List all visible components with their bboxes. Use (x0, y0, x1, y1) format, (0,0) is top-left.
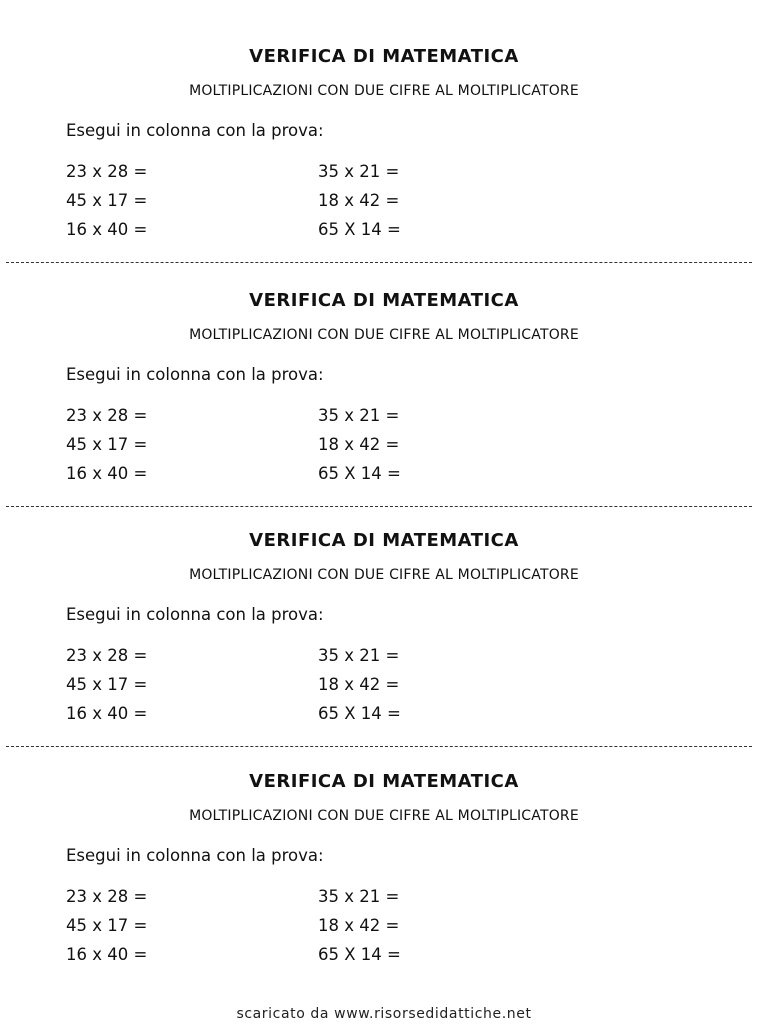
exercise-item: 35 x 21 = (318, 162, 400, 181)
section-subtitle: MOLTIPLICAZIONI CON DUE CIFRE AL MOLTIPLICATORE (189, 567, 579, 583)
exercise-item: 16 x 40 = (66, 704, 148, 723)
exercise-item: 16 x 40 = (66, 464, 148, 483)
exercise-item: 65 X 14 = (318, 464, 401, 483)
exercise-item: 65 X 14 = (318, 945, 401, 964)
source-footer: scaricato da www.risorsedidattiche.net (236, 1006, 532, 1022)
worksheet-section (0, 725, 768, 965)
exercise-item: 23 x 28 = (66, 162, 148, 181)
exercise-item: 35 x 21 = (318, 406, 400, 425)
exercise-item: 16 x 40 = (66, 220, 148, 239)
section-title: VERIFICA DI MATEMATICA (249, 46, 519, 67)
exercise-item: 65 X 14 = (318, 220, 401, 239)
worksheet-section (0, 244, 768, 484)
section-subtitle: MOLTIPLICAZIONI CON DUE CIFRE AL MOLTIPLICATORE (189, 327, 579, 343)
exercise-item: 45 x 17 = (66, 191, 148, 210)
exercise-item: 45 x 17 = (66, 916, 148, 935)
worksheet-section (0, 0, 768, 240)
section-subtitle: MOLTIPLICAZIONI CON DUE CIFRE AL MOLTIPLICATORE (189, 83, 579, 99)
exercise-item: 18 x 42 = (318, 916, 400, 935)
exercise-item: 65 X 14 = (318, 704, 401, 723)
exercise-item: 18 x 42 = (318, 435, 400, 454)
exercise-item: 23 x 28 = (66, 406, 148, 425)
exercise-item: 45 x 17 = (66, 675, 148, 694)
section-title: VERIFICA DI MATEMATICA (249, 530, 519, 551)
instruction-text: Esegui in colonna con la prova: (66, 121, 324, 140)
section-subtitle: MOLTIPLICAZIONI CON DUE CIFRE AL MOLTIPLICATORE (189, 808, 579, 824)
exercise-item: 16 x 40 = (66, 945, 148, 964)
exercise-item: 35 x 21 = (318, 887, 400, 906)
exercise-item: 18 x 42 = (318, 191, 400, 210)
exercise-item: 35 x 21 = (318, 646, 400, 665)
exercise-item: 45 x 17 = (66, 435, 148, 454)
exercise-item: 23 x 28 = (66, 646, 148, 665)
worksheet-section (0, 484, 768, 724)
instruction-text: Esegui in colonna con la prova: (66, 846, 324, 865)
exercise-item: 18 x 42 = (318, 675, 400, 694)
exercise-item: 23 x 28 = (66, 887, 148, 906)
instruction-text: Esegui in colonna con la prova: (66, 605, 324, 624)
section-title: VERIFICA DI MATEMATICA (249, 290, 519, 311)
instruction-text: Esegui in colonna con la prova: (66, 365, 324, 384)
section-title: VERIFICA DI MATEMATICA (249, 771, 519, 792)
